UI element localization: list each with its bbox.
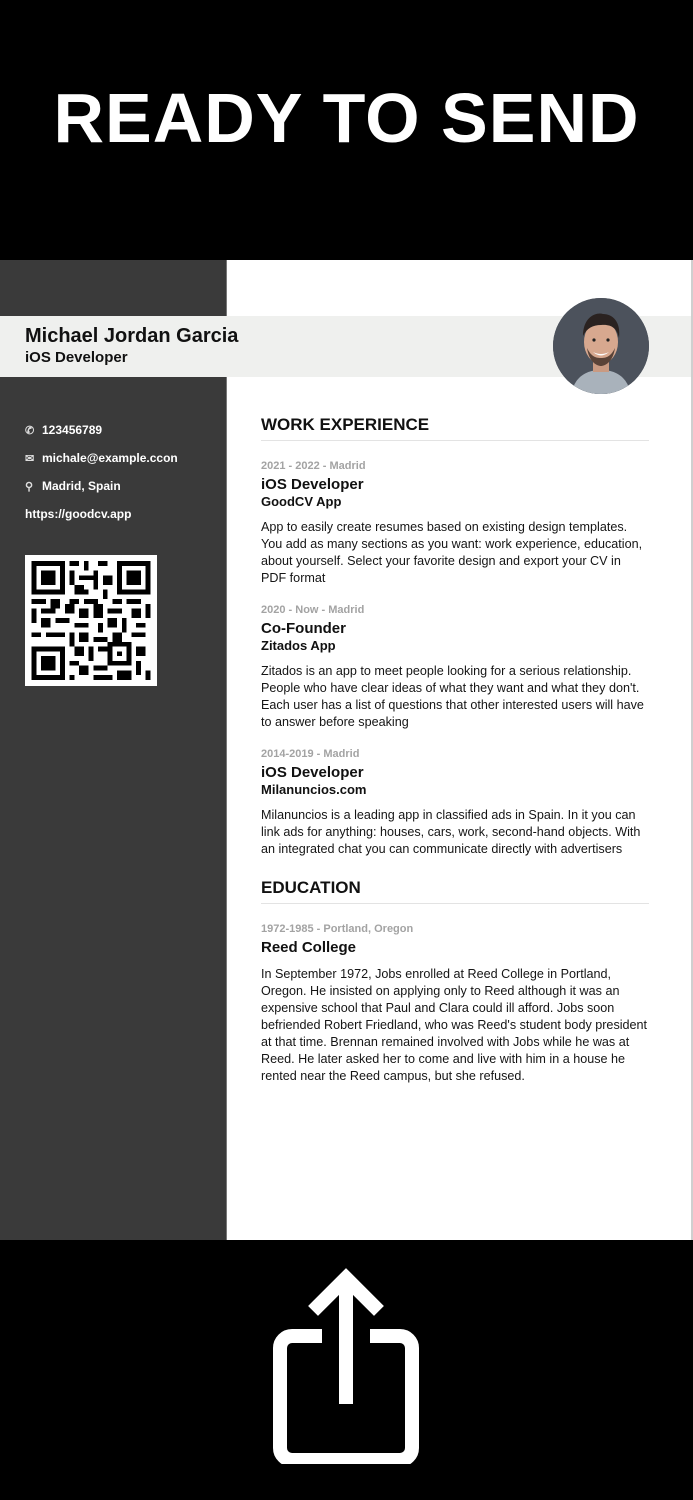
contact-email[interactable] xyxy=(25,444,178,472)
entry-description: App to easily create resumes based on existing design templates. You add as many sections as you want: work experience, education, about yourself. Select your favorite design and export your CV in PDF format xyxy=(261,520,643,585)
person-role: iOS Developer xyxy=(25,349,128,366)
entry-company: Milanuncios.com xyxy=(261,782,367,797)
work-entry xyxy=(261,603,649,731)
contact-location-text: Madrid, Spain xyxy=(42,479,121,493)
entry-date: 1972-1985 - Portland, Oregon xyxy=(261,923,414,935)
education-entry xyxy=(261,922,649,1085)
entry-description: Milanuncios is a leading app in classified ads in Spain. In it you can link ads for anything: houses, cars, work, second-hand objects. With an integrated chat you can communicate directly with advertisers xyxy=(261,808,641,856)
entry-company: Zitados App xyxy=(261,638,336,653)
contact-list xyxy=(25,416,178,528)
entry-title: iOS Developer xyxy=(261,764,364,781)
section-title-education: EDUCATION xyxy=(261,878,649,904)
entry-description: Zitados is an app to meet people looking for a serious relationship. People who have clear ideas of what they want and what they don't. Each user has a list of questions that other interested users will have to answer before speaking xyxy=(261,664,644,729)
entry-date: 2020 - Now - Madrid xyxy=(261,604,365,616)
entry-title: Reed College xyxy=(261,939,357,956)
sidebar xyxy=(0,260,227,1240)
section-title-work: WORK EXPERIENCE xyxy=(261,415,649,441)
entry-title: Co-Founder xyxy=(261,620,346,637)
mail-icon: ✉ xyxy=(25,452,35,465)
contact-website-text: https://goodcv.app xyxy=(25,507,132,521)
share-button[interactable] xyxy=(270,1268,422,1464)
qr-code xyxy=(25,555,157,686)
contact-phone-text: 123456789 xyxy=(42,423,103,437)
person-name: Michael Jordan Garcia xyxy=(25,325,239,347)
entry-description: In September 1972, Jobs enrolled at Reed College in Portland, Oregon. He insisted on applying only to Reed although it was an expensive school that Paul and Clara could ill afford. Jobs soon befriended Robert Friedland, who was Reed's student body president at that time. Brennan remained involved with Jobs while he was at Reed. He later asked her to come and live with him in a house he rented near the Reed campus, but she refused. xyxy=(261,967,648,1083)
resume-preview xyxy=(0,260,693,1240)
contact-phone[interactable] xyxy=(25,416,178,444)
headline: READY TO SEND xyxy=(53,79,640,157)
contact-location xyxy=(25,472,178,500)
avatar xyxy=(553,298,649,394)
contact-website[interactable] xyxy=(25,500,178,528)
entry-company: GoodCV App xyxy=(261,494,342,509)
entry-date: 2014-2019 - Madrid xyxy=(261,748,360,760)
work-entry xyxy=(261,747,649,858)
work-entry xyxy=(261,459,649,587)
location-pin-icon: ⚲ xyxy=(25,480,34,493)
phone-icon: ✆ xyxy=(25,424,35,437)
entry-title: iOS Developer xyxy=(261,476,364,493)
resume-main xyxy=(261,415,649,1101)
contact-email-text: michale@example.ccon xyxy=(42,451,178,465)
entry-date: 2021 - 2022 - Madrid xyxy=(261,460,366,472)
share-icon xyxy=(270,1268,422,1464)
